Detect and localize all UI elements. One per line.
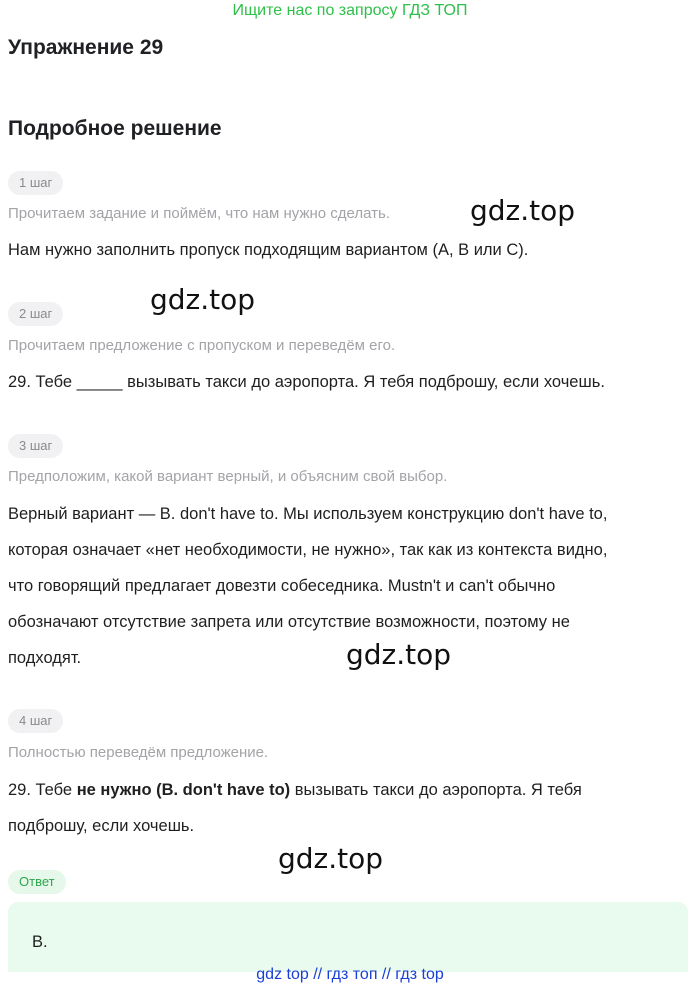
footer-links[interactable]: gdz top // гдз топ // гдз top bbox=[256, 966, 444, 983]
step-2-badge bbox=[8, 302, 63, 326]
answer-badge bbox=[8, 870, 66, 894]
step-2-hint: Прочитаем предложение с пропуском и переведём его. bbox=[8, 337, 396, 354]
step-3-label: 3 шаг bbox=[8, 434, 63, 458]
step-4-line-1 bbox=[8, 772, 688, 808]
step-2-label: 2 шаг bbox=[8, 302, 63, 326]
step-1-label: 1 шаг bbox=[8, 171, 63, 195]
answer-box bbox=[8, 902, 688, 972]
step-1-badge bbox=[8, 171, 63, 195]
watermark: gdz.top bbox=[470, 194, 576, 227]
answer-label: Ответ bbox=[8, 870, 66, 894]
step-4-text-bold: не нужно (B. don't have to) bbox=[76, 781, 291, 799]
step-4-text-before: 29. Тебе bbox=[8, 781, 77, 799]
solution-heading: Подробное решение bbox=[8, 117, 222, 140]
top-banner[interactable]: Ищите нас по запросу ГДЗ ТОП bbox=[232, 2, 468, 19]
watermark: gdz.top bbox=[346, 638, 452, 671]
step-4-translation bbox=[8, 772, 688, 844]
step-1-text: Нам нужно заполнить пропуск подходящим вариантом (A, B или C). bbox=[8, 241, 529, 259]
step-4-line-2: подброшу, если хочешь. bbox=[8, 817, 195, 835]
watermark: gdz.top bbox=[278, 842, 384, 875]
step-3-hint: Предположим, какой вариант верный, и объясним свой выбор. bbox=[8, 468, 448, 485]
step-3-line: что говорящий предлагает довезти собеседника. Mustn't и can't обычно bbox=[8, 577, 556, 595]
step-3-badge bbox=[8, 434, 63, 458]
step-3-line: которая означает «нет необходимости, не нужно», так как из контекста видно, bbox=[8, 541, 608, 559]
step-4-label: 4 шаг bbox=[8, 709, 63, 733]
step-4-badge bbox=[8, 709, 63, 733]
step-4-hint: Полностью переведём предложение. bbox=[8, 744, 269, 761]
answer-value: B. bbox=[32, 933, 48, 951]
watermark: gdz.top bbox=[150, 283, 256, 316]
step-3-line: подходят. bbox=[8, 649, 82, 667]
step-4-text-after: вызывать такси до аэропорта. Я тебя bbox=[290, 781, 582, 799]
step-1-hint: Прочитаем задание и поймём, что нам нужно сделать. bbox=[8, 205, 391, 222]
page-title: Упражнение 29 bbox=[8, 36, 164, 59]
step-3-line: Верный вариант — B. don't have to. Мы используем конструкцию don't have to, bbox=[8, 505, 608, 523]
step-3-line: обозначают отсутствие запрета или отсутствие возможности, поэтому не bbox=[8, 613, 570, 631]
step-2-text: 29. Тебе _____ вызывать такси до аэропорта. Я тебя подброшу, если хочешь. bbox=[8, 373, 605, 391]
